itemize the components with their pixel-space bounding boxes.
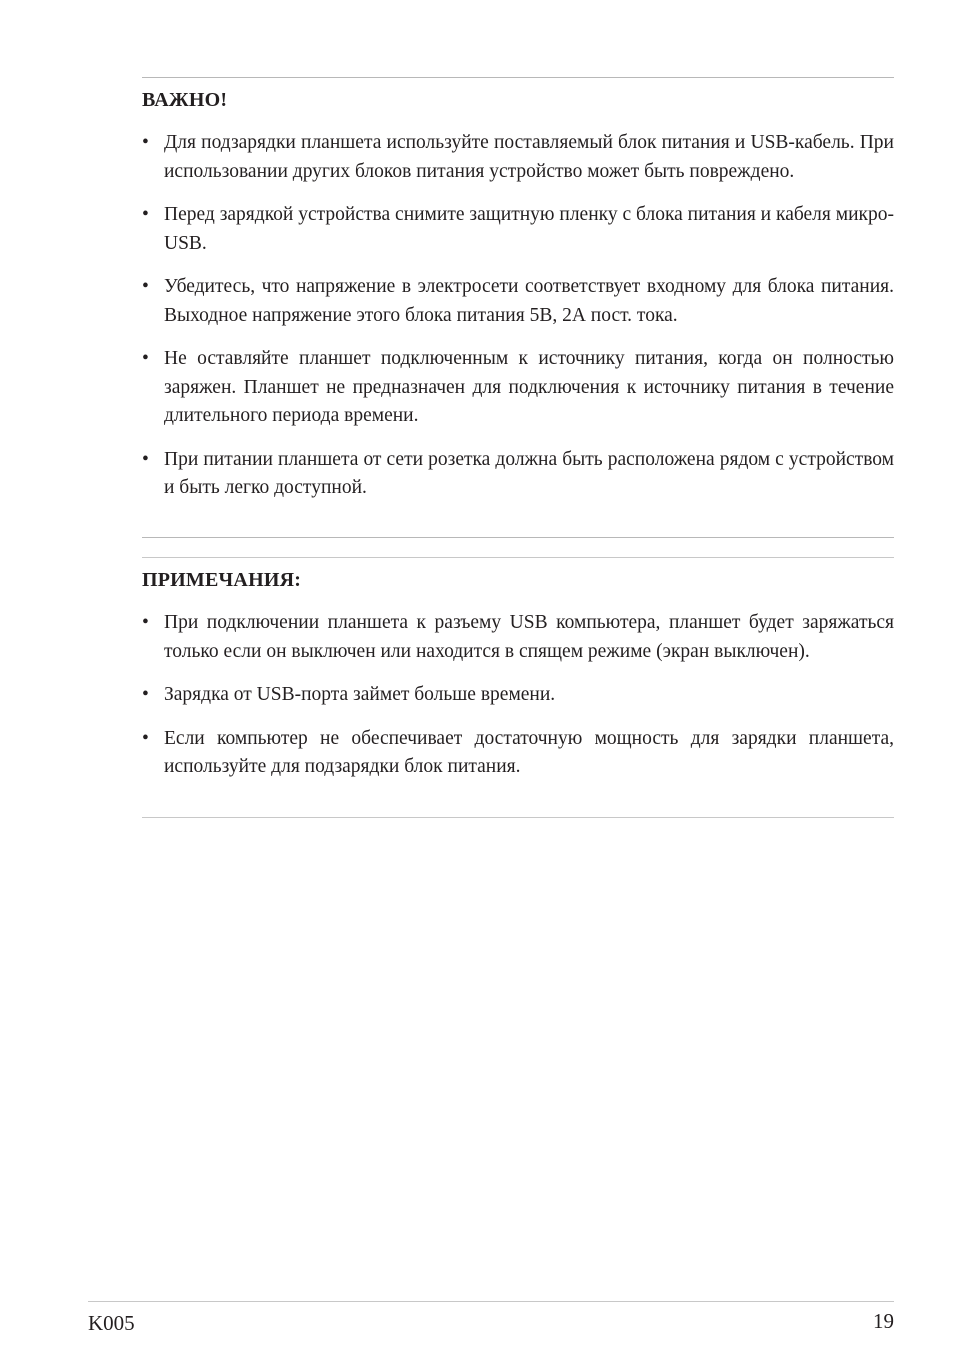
bullet-icon: • (142, 276, 149, 297)
notes-top-rule (142, 557, 894, 558)
notes-heading: ПРИМЕЧАНИЯ: (142, 569, 302, 591)
list-item (142, 345, 894, 431)
list-item (142, 446, 894, 503)
list-item-text: При питании планшета от сети розетка должна быть расположена рядом с устройством и быть легко доступной. (164, 448, 894, 498)
important-top-rule (142, 77, 894, 78)
list-item (142, 725, 894, 782)
important-bottom-rule (142, 537, 894, 538)
list-item (142, 609, 894, 666)
list-item-text: Не оставляйте планшет подключенным к источнику питания, когда он полностью заряжен. Планшет не предназначен для подключения к источнику питания в течение длительного периода времени. (164, 348, 894, 426)
list-item (142, 273, 894, 330)
important-list (142, 129, 894, 503)
footer-model: K005 (88, 1311, 135, 1335)
bullet-icon: • (142, 132, 149, 153)
important-heading: ВАЖНО! (142, 89, 228, 111)
list-item (142, 681, 894, 710)
bullet-icon: • (142, 204, 149, 225)
list-item-text: Если компьютер не обеспечивает достаточную мощность для зарядки планшета, используйте для подзарядки блок питания. (164, 727, 894, 777)
notes-list (142, 609, 894, 782)
notes-section (142, 568, 894, 782)
notes-bottom-rule (142, 817, 894, 818)
bullet-icon: • (142, 727, 149, 749)
list-item-text: Перед зарядкой устройства снимите защитную пленку с блока питания и кабеля микро-USB. (164, 204, 894, 254)
bullet-icon: • (142, 448, 149, 470)
list-item-text: Зарядка от USB-порта займет больше времени. (164, 684, 556, 705)
list-item-text: Убедитесь, что напряжение в электросети соответствует входному для блока питания. Выходное напряжение этого блока питания 5В, 2А пост. тока. (164, 276, 894, 326)
bullet-icon: • (142, 684, 149, 705)
list-item (142, 129, 894, 186)
list-item-text: При подключении планшета к разъему USB компьютера, планшет будет заряжаться только если он выключен или находится в спящем режиме (экран выключен). (164, 612, 894, 662)
bullet-icon: • (142, 612, 149, 633)
footer-rule (88, 1301, 894, 1302)
page-number: 19 (873, 1309, 894, 1333)
list-item (142, 201, 894, 258)
important-section (142, 88, 894, 503)
list-item-text: Для подзарядки планшета используйте поставляемый блок питания и USB-кабель. При использовании других блоков питания устройство может быть повреждено. (164, 132, 894, 182)
bullet-icon: • (142, 348, 149, 369)
